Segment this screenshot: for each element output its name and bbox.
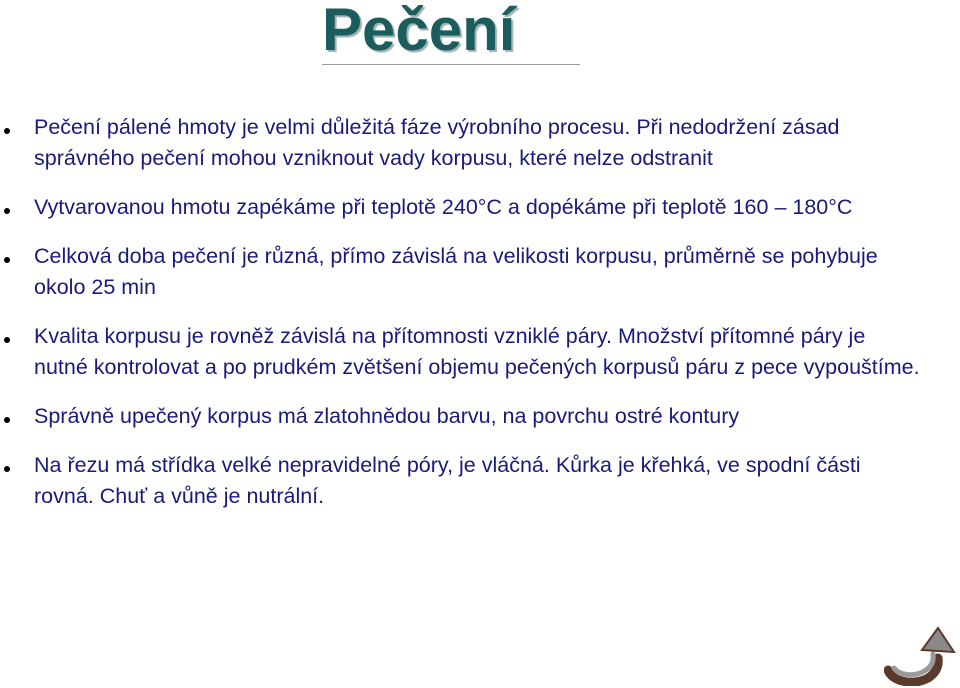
bullet-dot-icon xyxy=(4,257,10,263)
bullet-text: Na řezu má střídka velké nepravidelné póry, je vláčná. Kůrka je křehká, ve spodní části rovná. Chuť a vůně je nutrální. xyxy=(34,453,861,508)
return-arrow-icon[interactable] xyxy=(884,626,956,686)
title-underline xyxy=(322,64,580,65)
bullet-list xyxy=(0,112,920,530)
bullet-dot-icon xyxy=(4,337,10,343)
list-item xyxy=(0,401,920,432)
list-item xyxy=(0,192,920,223)
page-title: Pečení xyxy=(322,0,516,63)
bullet-text: Celková doba pečení je různá, přímo závislá na velikosti korpusu, průměrně se pohybuje okolo 25 min xyxy=(34,244,878,299)
bullet-text: Vytvarovanou hmotu zapékáme při teplotě 240°C a dopékáme při teplotě 160 – 180°C xyxy=(34,195,853,219)
bullet-dot-icon xyxy=(4,466,10,472)
list-item xyxy=(0,241,920,303)
bullet-text: Kvalita korpusu je rovněž závislá na přítomnosti vzniklé páry. Množství přítomné páry je nutné kontrolovat a po prudkém zvětšení objemu pečených korpusů páru z pece vypouštíme. xyxy=(34,324,920,379)
bullet-text: Správně upečený korpus má zlatohnědou barvu, na povrchu ostré kontury xyxy=(34,404,740,428)
bullet-dot-icon xyxy=(4,208,10,214)
bullet-dot-icon xyxy=(4,417,10,423)
list-item xyxy=(0,450,920,512)
bullet-text: Pečení pálené hmoty je velmi důležitá fáze výrobního procesu. Při nedodržení zásad správného pečení mohou vzniknout vady korpusu, které nelze odstranit xyxy=(34,115,840,170)
bullet-dot-icon xyxy=(4,128,10,134)
list-item xyxy=(0,321,920,383)
list-item xyxy=(0,112,920,174)
